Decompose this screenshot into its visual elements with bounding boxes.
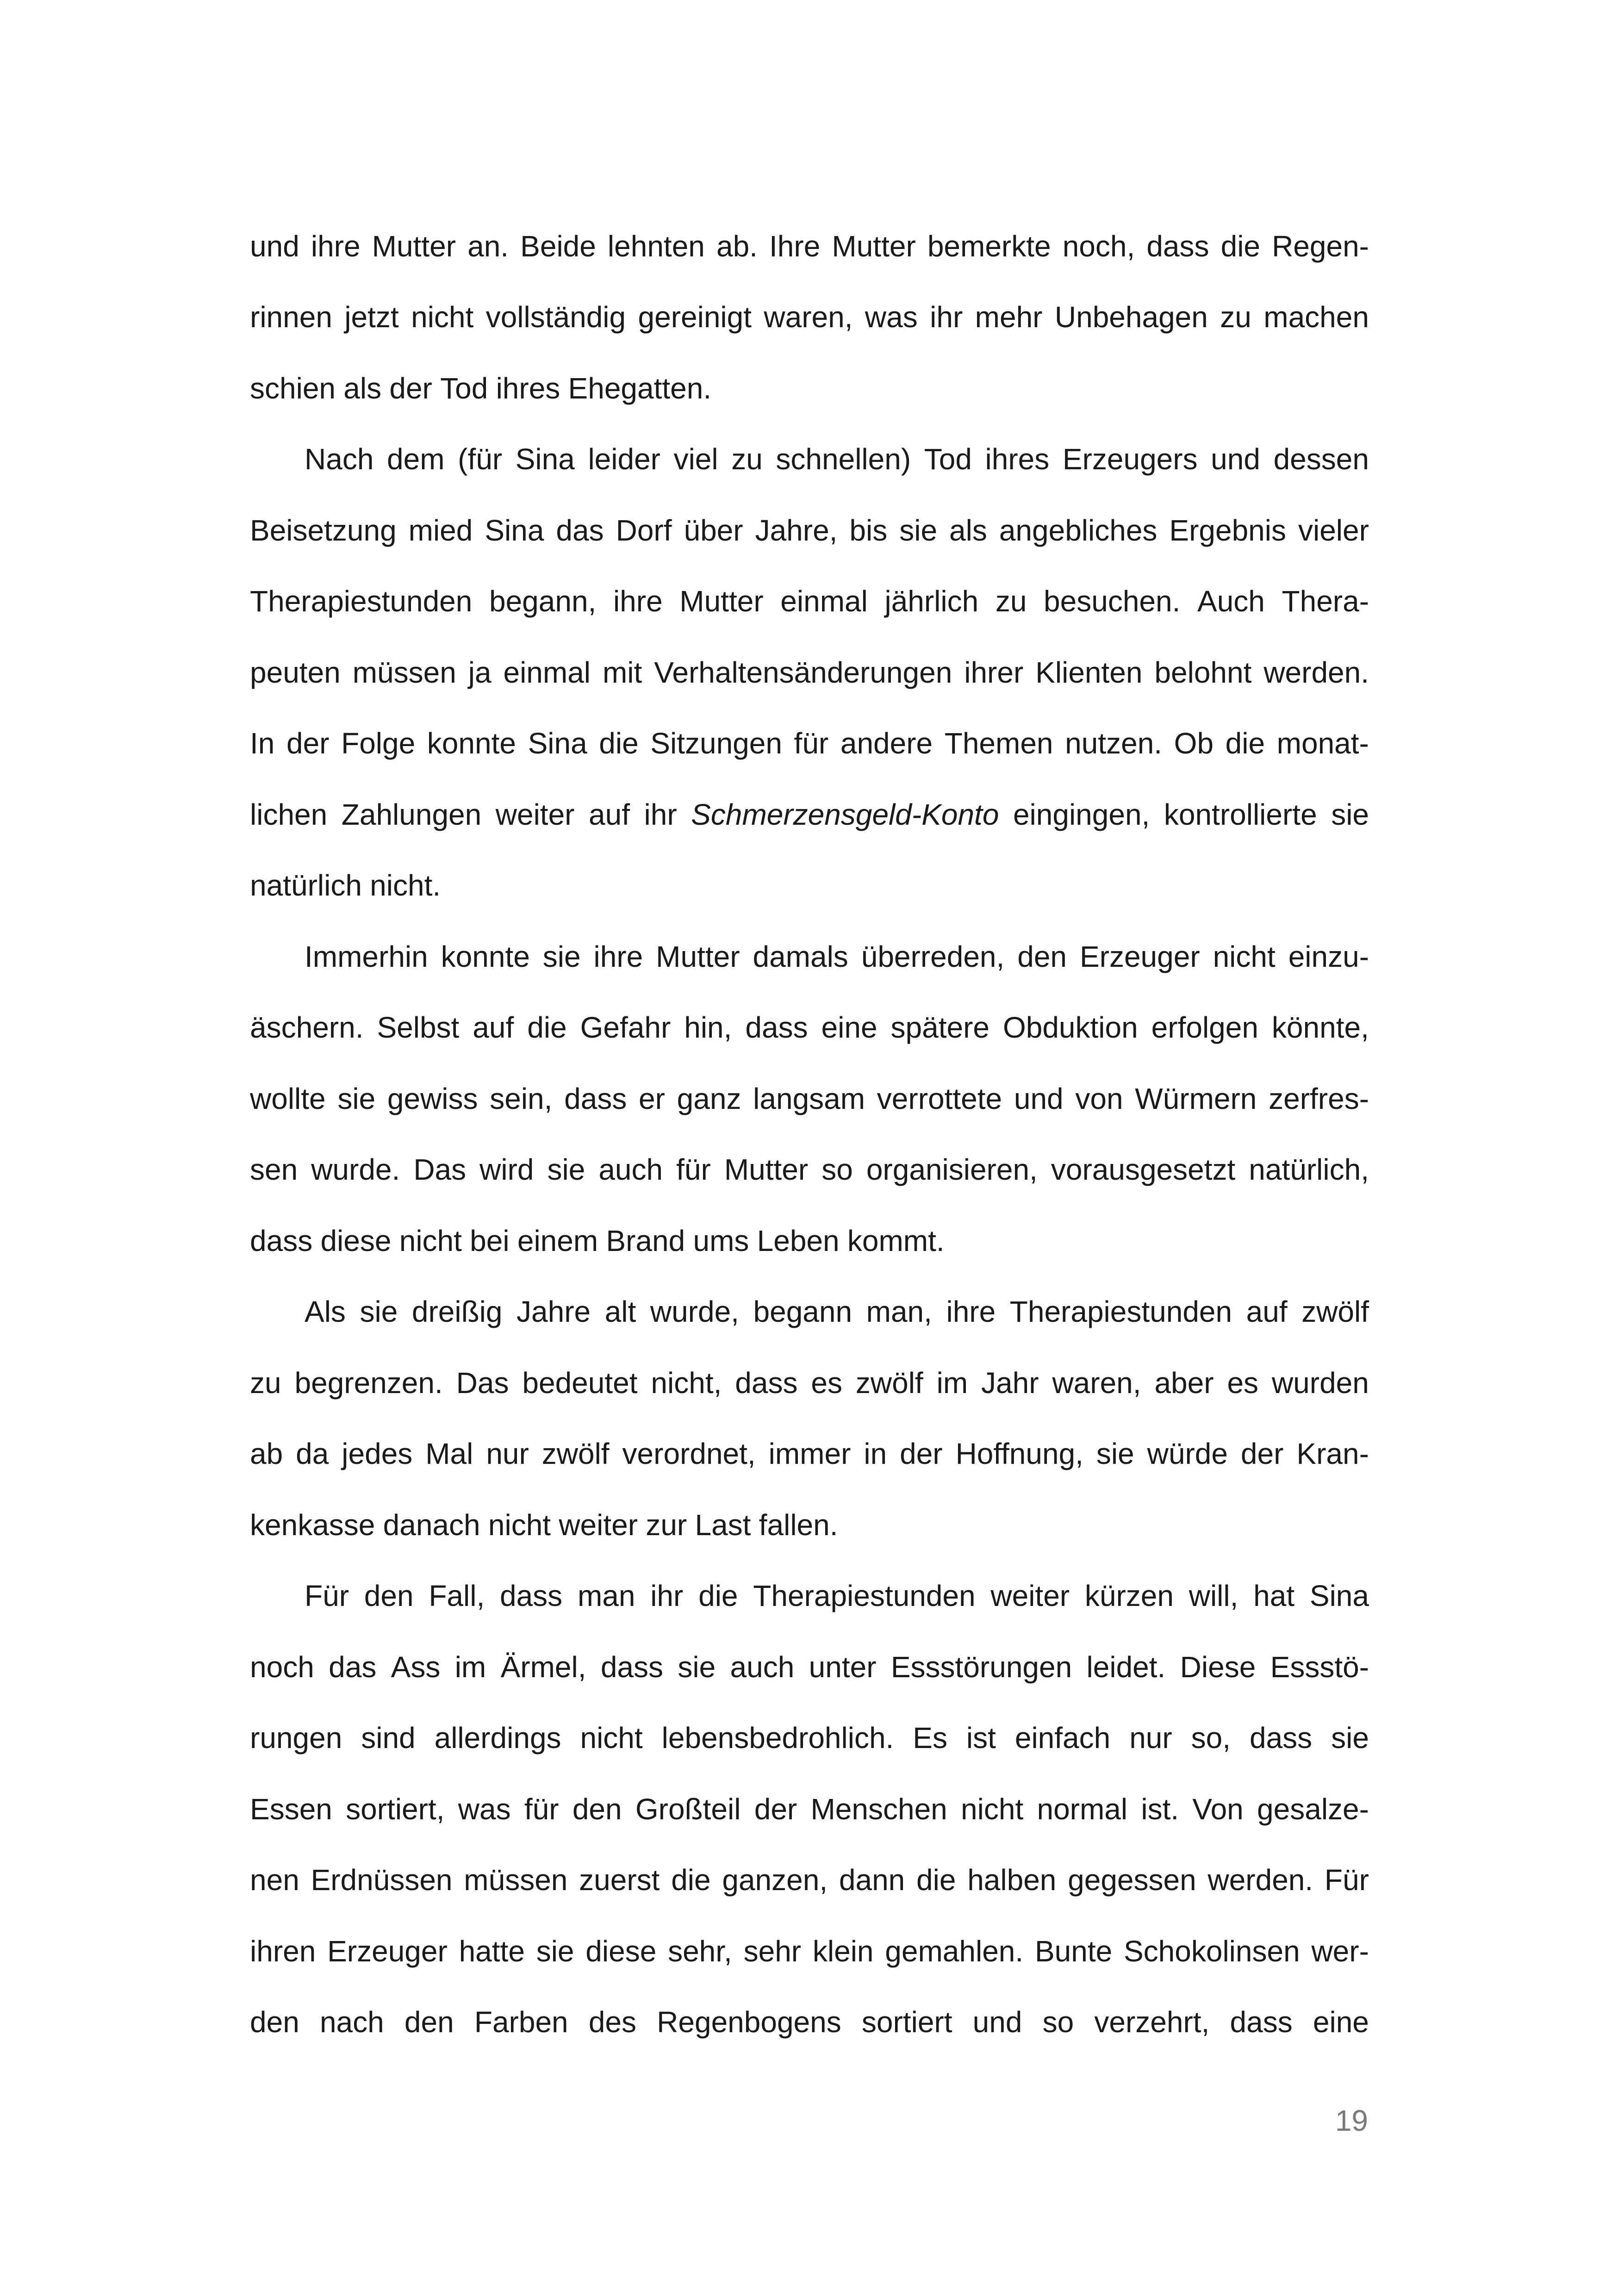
text-line: noch das Ass im Ärmel, dass sie auch unter Essstörungen leidet. Diese Essstö- xyxy=(250,1650,1369,1684)
text-line: und ihre Mutter an. Beide lehnten ab. Ihre Mutter bemerkte noch, dass die Regen- xyxy=(250,229,1369,263)
text-line: Therapiestunden begann, ihre Mutter einmal jährlich zu besuchen. Auch Thera- xyxy=(250,585,1369,618)
text-line: schien als der Tod ihres Ehegatten. xyxy=(250,371,712,405)
text-line: natürlich nicht. xyxy=(250,869,441,902)
text-line: sen wurde. Das wird sie auch für Mutter so organisieren, vorausgesetzt natürlich, xyxy=(250,1153,1369,1187)
page-number: 19 xyxy=(1335,2104,1368,2137)
text-line: Beisetzung mied Sina das Dorf über Jahre, bis sie als angebliches Ergebnis vieler xyxy=(250,513,1369,547)
text-line: kenkasse danach nicht weiter zur Last fallen. xyxy=(250,1508,838,1542)
text-line: wollte sie gewiss sein, dass er ganz langsam verrottete und von Würmern zerfres- xyxy=(250,1082,1369,1115)
paragraph xyxy=(250,1276,1369,1561)
paragraph xyxy=(250,211,1369,424)
text-line: den nach den Farben des Regenbogens sortiert und so verzehrt, dass eine xyxy=(250,2005,1369,2039)
text-line: Essen sortiert, was für den Großteil der Menschen nicht normal ist. Von gesalze- xyxy=(250,1792,1369,1826)
text-line: dass diese nicht bei einem Brand ums Leben kommt. xyxy=(250,1224,945,1257)
text-line: Immerhin konnte sie ihre Mutter damals überreden, den Erzeuger nicht einzu- xyxy=(305,940,1369,973)
body-text xyxy=(250,211,1369,2058)
text-line: ihren Erzeuger hatte sie diese sehr, sehr klein gemahlen. Bunte Schokolinsen wer- xyxy=(250,1934,1369,1968)
paragraph xyxy=(250,1561,1369,2058)
text-line: In der Folge konnte Sina die Sitzungen für andere Themen nutzen. Ob die monat- xyxy=(250,727,1369,760)
text-line: peuten müssen ja einmal mit Verhaltensänderungen ihrer Klienten belohnt werden. xyxy=(250,655,1369,689)
text-line: äschern. Selbst auf die Gefahr hin, dass eine spätere Obduktion erfolgen könnte, xyxy=(250,1011,1369,1045)
text-line: rungen sind allerdings nicht lebensbedrohlich. Es ist einfach nur so, dass sie xyxy=(250,1721,1369,1755)
text-line: zu begrenzen. Das bedeutet nicht, dass es zwölf im Jahr waren, aber es wurden xyxy=(250,1366,1369,1400)
text-line: nen Erdnüssen müssen zuerst die ganzen, dann die halben gegessen werden. Für xyxy=(250,1863,1369,1897)
text-line: ab da jedes Mal nur zwölf verordnet, immer in der Hoffnung, sie würde der Kran- xyxy=(250,1437,1369,1471)
text-line: Nach dem (für Sina leider viel zu schnellen) Tod ihres Erzeugers und dessen xyxy=(305,442,1369,476)
paragraph xyxy=(250,921,1369,1276)
text-line: Für den Fall, dass man ihr die Therapiestunden weiter kürzen will, hat Sina xyxy=(305,1579,1369,1613)
paragraph xyxy=(250,424,1369,921)
text-line: Als sie dreißig Jahre alt wurde, begann man, ihre Therapiestunden auf zwölf xyxy=(305,1295,1369,1329)
text-line: lichen Zahlungen weiter auf ihr Schmerzensgeld-Konto eingingen, kontrollierte sie xyxy=(250,797,1369,831)
text-line: rinnen jetzt nicht vollständig gereinigt waren, was ihr mehr Unbehagen zu machen xyxy=(250,300,1369,334)
